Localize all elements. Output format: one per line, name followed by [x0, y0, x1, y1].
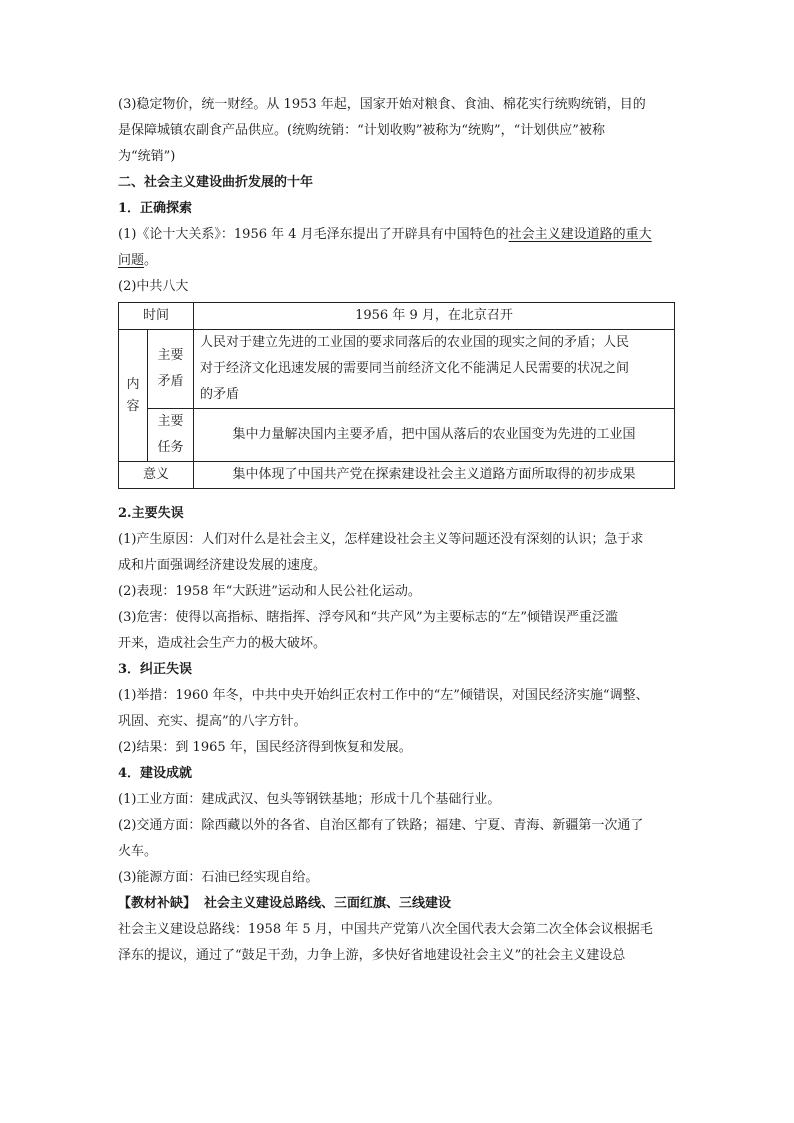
cell-content-label	[119, 330, 148, 462]
supplement-heading	[118, 891, 678, 917]
task-label-b: 任务	[157, 440, 184, 455]
contradiction-line1: 人民对于建立先进的工业国的要求同落后的农业国的现实之间的矛盾；人民	[200, 335, 630, 350]
item-ten-relations	[118, 222, 678, 248]
cell-time-label: 时间	[119, 303, 194, 330]
cell-contradiction-label	[147, 330, 193, 409]
cell-time-value: 1956 年 9 月，在北京召开	[194, 303, 675, 330]
cell-meaning-label: 意义	[119, 462, 194, 489]
contradiction-line2: 对于经济文化迅速发展的需要同当前经济文化不能满足人民需要的状况之间	[200, 361, 630, 376]
supplement-line1: 社会主义建设总路线：1958 年 5 月，中国共产党第八次全国代表大会第二次全体会议根据毛	[118, 922, 653, 937]
achievements-line1: (1)工业方面：建成武汉、包头等钢铁基地；形成十几个基础行业。	[118, 792, 501, 807]
item-ten-relations-cont	[118, 248, 678, 274]
supplement-title: 社会主义建设总路线、三面红旗、三线建设	[204, 896, 452, 911]
achievements-line3: 火车。	[118, 844, 158, 859]
achievements-line2: (2)交通方面：除西藏以外的各省、自治区都有了铁路；福建、宁夏、青海、新疆第一次通了	[118, 818, 644, 833]
cell-meaning-value: 集中体现了中国共产党在探索建设社会主义道路方面所取得的初步成果	[194, 462, 675, 489]
para-3-line1: (3)稳定物价，统一财经。从 1953 年起，国家开始对粮食、食油、棉花实行统购统销，目的	[118, 97, 646, 112]
table-row-meaning	[119, 462, 675, 489]
mistakes-line1: (1)产生原因：人们对什么是社会主义，怎样建设社会主义等问题还没有深刻的认识；急于求	[118, 532, 644, 547]
correction-line1: (1)举措：1960 年冬，中共中央开始纠正农村工作中的“左”倾错误，对国民经济实施“调整、	[118, 688, 649, 703]
table-row-time	[119, 303, 675, 330]
cell-task-value: 集中力量解决国内主要矛盾，把中国从落后的农业国变为先进的工业国	[194, 409, 675, 462]
cell-contradiction-value	[194, 330, 675, 409]
item-eighth-congress: (2)中共八大	[118, 279, 189, 294]
supplement-line2: 泽东的提议，通过了“鼓足干劲，力争上游，多快好省地建设社会主义”的社会主义建设总	[118, 948, 626, 963]
subheading-achievements: 4．建设成就	[118, 766, 193, 781]
underlined-phrase: 社会主义建设道路的重大	[508, 227, 652, 242]
section-heading-2: 二、社会主义建设曲折发展的十年	[118, 175, 314, 190]
table-row-task	[119, 409, 675, 462]
achievements-line4: (3)能源方面：石油已经实现自给。	[118, 870, 319, 885]
content-label-b: 容	[126, 398, 140, 414]
correction-line3: (2)结果：到 1965 年，国民经济得到恢复和发展。	[118, 740, 412, 755]
cell-task-label	[147, 409, 193, 462]
contradiction-label-a: 主要	[157, 348, 184, 363]
mistakes-line2: 成和片面强调经济建设发展的速度。	[118, 558, 327, 573]
contradiction-line3: 的矛盾	[200, 387, 240, 402]
task-label-a: 主要	[157, 414, 184, 429]
supplement-tag: 【教材补缺】	[118, 896, 197, 911]
mistakes-line5: 开来，造成社会生产力的极大破坏。	[118, 636, 327, 651]
subheading-correct-exploration: 1．正确探索	[118, 201, 193, 216]
document-page	[118, 92, 678, 969]
mistakes-line4: (3)危害：使得以高指标、瞎指挥、浮夸风和“共产风”为主要标志的“左”倾错误严重泛滥	[118, 610, 618, 625]
para-3-line2: 是保障城镇农副食产品供应。(统购统销：“计划收购”被称为“统购”，“计划供应”被称	[118, 123, 605, 138]
correction-line2: 巩固、充实、提高”的八字方针。	[118, 714, 307, 729]
content-label-a: 内	[126, 376, 140, 392]
subheading-correct-mistakes: 3．纠正失误	[118, 662, 193, 677]
underlined-phrase-end: 问题	[118, 253, 145, 268]
table-row-contradiction	[119, 330, 675, 409]
eighth-congress-table	[118, 302, 675, 489]
para-3-line3: 为“统销”)	[118, 149, 176, 164]
contradiction-label-b: 矛盾	[157, 374, 184, 389]
subheading-main-mistakes: 2.主要失误	[118, 506, 184, 521]
item-ten-relations-text: (1)《论十大关系》：1956 年 4 月毛泽东提出了开辟具有中国特色的	[118, 227, 509, 242]
period: 。	[144, 253, 158, 268]
mistakes-line3: (2)表现：1958 年“大跃进”运动和人民公社化运动。	[118, 584, 421, 599]
